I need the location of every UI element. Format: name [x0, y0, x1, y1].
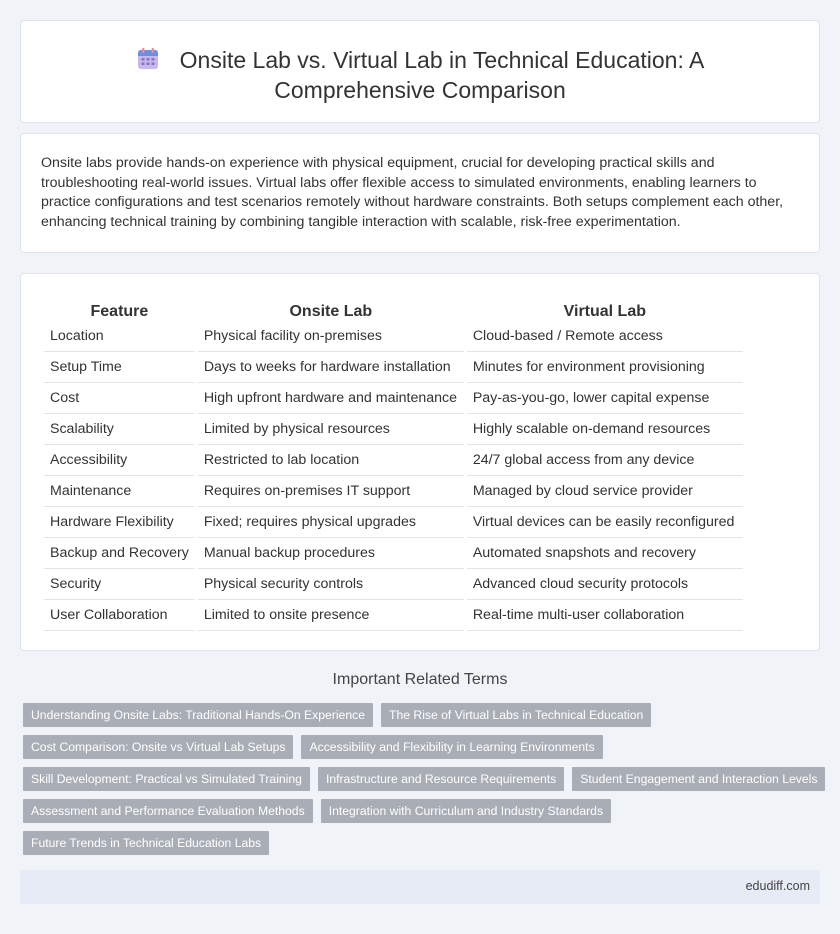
cell-virtual-lab: Managed by cloud service provider [467, 476, 743, 507]
cell-onsite-lab: Limited to onsite presence [198, 600, 464, 631]
cell-virtual-lab: Virtual devices can be easily reconfigured [467, 507, 743, 538]
cell-onsite-lab: Manual backup procedures [198, 538, 464, 569]
related-terms-row [23, 799, 823, 823]
related-term-tag[interactable]: Student Engagement and Interaction Levels [572, 767, 825, 791]
cell-feature: Security [44, 569, 195, 600]
cell-virtual-lab: Cloud-based / Remote access [467, 321, 743, 352]
table-row [44, 538, 743, 569]
table-row [44, 569, 743, 600]
cell-feature: Cost [44, 383, 195, 414]
related-term-tag[interactable]: Infrastructure and Resource Requirements [318, 767, 564, 791]
cell-virtual-lab: Highly scalable on-demand resources [467, 414, 743, 445]
cell-virtual-lab: Minutes for environment provisioning [467, 352, 743, 383]
table-row [44, 414, 743, 445]
cell-feature: Backup and Recovery [44, 538, 195, 569]
related-term-tag[interactable]: Understanding Onsite Labs: Traditional Hands-On Experience [23, 703, 373, 727]
footer [20, 870, 820, 904]
cell-feature: Hardware Flexibility [44, 507, 195, 538]
table-row [44, 476, 743, 507]
title-card [20, 20, 820, 123]
calendar-icon [136, 47, 160, 71]
title-line-2: Comprehensive Comparison [274, 77, 566, 103]
related-term-tag[interactable]: Future Trends in Technical Education Labs [23, 831, 269, 855]
table-row [44, 507, 743, 538]
related-terms-row [23, 831, 823, 855]
page-title [21, 45, 819, 105]
cell-virtual-lab: Pay-as-you-go, lower capital expense [467, 383, 743, 414]
comparison-table [44, 294, 743, 631]
cell-virtual-lab: Advanced cloud security protocols [467, 569, 743, 600]
intro-card [20, 133, 820, 253]
intro-text: Onsite labs provide hands-on experience with physical equipment, crucial for developing practical skills and troubleshooting real-world issues. Virtual labs offer flexible access to simulated environments, enabling learners to practice configurations and test scenarios remotely without hardware constraints. Both setups complement each other, enhancing technical training by combining tangible interaction with scalable, risk-free experimentation. [41, 155, 784, 230]
related-term-tag[interactable]: Skill Development: Practical vs Simulated Training [23, 767, 310, 791]
table-row [44, 352, 743, 383]
cell-onsite-lab: Physical facility on-premises [198, 321, 464, 352]
cell-feature: Location [44, 321, 195, 352]
header-feature: Feature [90, 303, 149, 320]
related-terms-row [23, 767, 823, 791]
cell-feature: Scalability [44, 414, 195, 445]
cell-virtual-lab: Real-time multi-user collaboration [467, 600, 743, 631]
cell-feature: Accessibility [44, 445, 195, 476]
cell-onsite-lab: Restricted to lab location [198, 445, 464, 476]
cell-onsite-lab: High upfront hardware and maintenance [198, 383, 464, 414]
header-virtual-lab: Virtual Lab [563, 303, 646, 320]
cell-onsite-lab: Requires on-premises IT support [198, 476, 464, 507]
table-row [44, 321, 743, 352]
title-line-1: Onsite Lab vs. Virtual Lab in Technical Education: A [179, 47, 705, 73]
table-row [44, 600, 743, 631]
related-terms-title: Important Related Terms [332, 671, 508, 688]
cell-onsite-lab: Physical security controls [198, 569, 464, 600]
table-header-row [44, 294, 743, 321]
table-row [44, 383, 743, 414]
related-term-tag[interactable]: Assessment and Performance Evaluation Methods [23, 799, 313, 823]
related-terms-row [23, 735, 823, 759]
related-term-tag[interactable]: Integration with Curriculum and Industry Standards [321, 799, 611, 823]
related-term-tag[interactable]: Accessibility and Flexibility in Learning Environments [301, 735, 602, 759]
cell-virtual-lab: Automated snapshots and recovery [467, 538, 743, 569]
related-terms-row [23, 703, 823, 727]
cell-onsite-lab: Fixed; requires physical upgrades [198, 507, 464, 538]
comparison-card [20, 273, 820, 651]
cell-feature: User Collaboration [44, 600, 195, 631]
cell-feature: Maintenance [44, 476, 195, 507]
table-row [44, 445, 743, 476]
related-term-tag[interactable]: Cost Comparison: Onsite vs Virtual Lab Setups [23, 735, 293, 759]
related-term-tag[interactable]: The Rise of Virtual Labs in Technical Education [381, 703, 651, 727]
cell-virtual-lab: 24/7 global access from any device [467, 445, 743, 476]
footer-site[interactable]: edudiff.com [745, 879, 810, 893]
cell-onsite-lab: Limited by physical resources [198, 414, 464, 445]
header-onsite-lab: Onsite Lab [289, 303, 373, 320]
cell-feature: Setup Time [44, 352, 195, 383]
related-terms-list [23, 703, 823, 863]
cell-onsite-lab: Days to weeks for hardware installation [198, 352, 464, 383]
